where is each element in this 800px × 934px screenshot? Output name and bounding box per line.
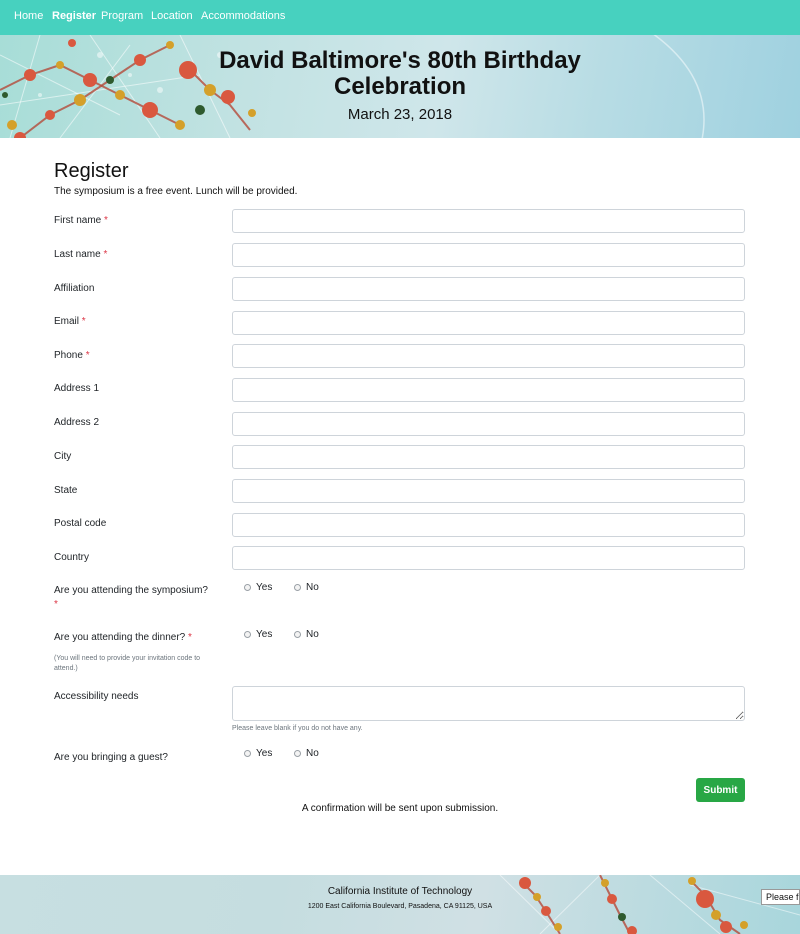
email-input[interactable]: [232, 311, 745, 335]
postal-code-label: Postal code: [54, 518, 107, 529]
dinner-yes-option[interactable]: Yes: [244, 629, 272, 640]
page-title: Register: [54, 160, 129, 182]
symposium-no-option[interactable]: No: [294, 582, 319, 593]
nav-location-link[interactable]: Location: [151, 10, 193, 22]
hero-banner: [0, 35, 800, 138]
radio-button[interactable]: [244, 631, 251, 638]
address1-label: Address 1: [54, 383, 100, 394]
affiliation-label: Affiliation: [54, 283, 95, 294]
guest-label: Are you bringing a guest?: [54, 752, 168, 763]
affiliation-input[interactable]: [232, 277, 745, 301]
dinner-note: (You will need to provide your invitation code to attend.): [54, 655, 201, 672]
city-label: City: [54, 451, 72, 462]
state-input[interactable]: [232, 479, 745, 503]
phone-label: Phone *: [54, 350, 90, 361]
top-navbar: [0, 0, 800, 35]
radio-button[interactable]: [244, 584, 251, 591]
last-name-label: Last name *: [54, 249, 108, 260]
first-name-input[interactable]: [232, 209, 745, 233]
overlay-popup-tag[interactable]: Please f: [761, 889, 800, 905]
postal-code-input[interactable]: [232, 513, 745, 537]
symposium-yes-option[interactable]: Yes: [244, 582, 272, 593]
footer-institution: California Institute of Technology: [327, 886, 473, 897]
country-input[interactable]: [232, 546, 745, 570]
nav-register-link[interactable]: Register: [52, 10, 97, 22]
radio-button[interactable]: [294, 584, 301, 591]
state-label: State: [54, 485, 78, 496]
intro-text: The symposium is a free event. Lunch will be provided.: [54, 186, 298, 197]
accessibility-help: Please leave blank if you do not have any.: [232, 725, 363, 732]
accessibility-label: Accessibility needs: [54, 691, 139, 702]
address2-label: Address 2: [54, 417, 100, 428]
country-label: Country: [54, 552, 90, 563]
symposium-label: Are you attending the symposium? *: [54, 585, 208, 610]
submit-button[interactable]: Submit: [696, 778, 745, 802]
footer-address: 1200 East California Boulevard, Pasadena, CA 91125, USA: [307, 903, 493, 910]
radio-button[interactable]: [294, 631, 301, 638]
first-name-label: First name *: [54, 215, 108, 226]
last-name-input[interactable]: [232, 243, 745, 267]
phone-input[interactable]: [232, 344, 745, 368]
nav-accommodations-link[interactable]: Accommodations: [201, 10, 286, 22]
footer: [0, 875, 800, 934]
guest-yes-option[interactable]: Yes: [244, 748, 272, 759]
confirmation-text: A confirmation will be sent upon submission.: [301, 803, 499, 814]
radio-button[interactable]: [244, 750, 251, 757]
address1-input[interactable]: [232, 378, 745, 402]
hero-date: March 23, 2018: [347, 106, 453, 123]
email-label: Email *: [54, 316, 86, 327]
radio-button[interactable]: [294, 750, 301, 757]
hero-title: David Baltimore's 80th Birthday Celebration: [219, 47, 581, 100]
dinner-no-option[interactable]: No: [294, 629, 319, 640]
nav-home-link[interactable]: Home: [14, 10, 44, 22]
dinner-label: Are you attending the dinner? *: [54, 632, 192, 643]
nav-program-link[interactable]: Program: [101, 10, 144, 22]
city-input[interactable]: [232, 445, 745, 469]
accessibility-textarea[interactable]: [232, 686, 745, 721]
address2-input[interactable]: [232, 412, 745, 436]
guest-no-option[interactable]: No: [294, 748, 319, 759]
